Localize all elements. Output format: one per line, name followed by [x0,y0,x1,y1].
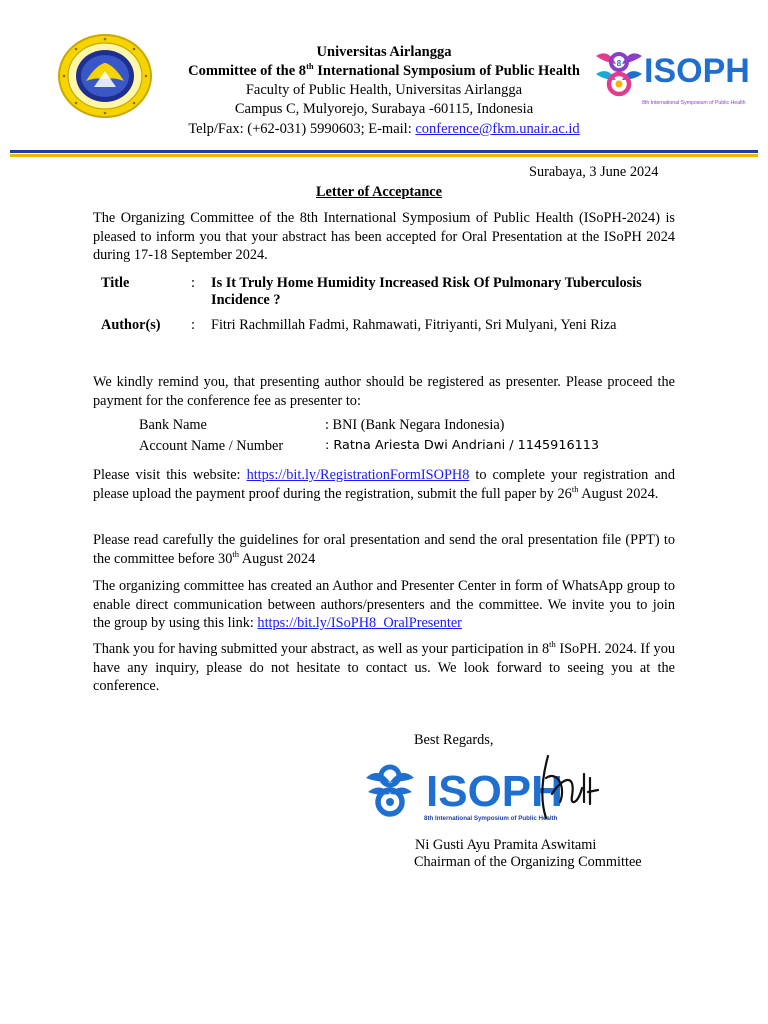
registration-paragraph: Please visit this website: https://bit.ly/RegistrationFormISOPH8 to complete your registration and please upload the payment proof during the registration, submit the full paper by 26th August 2024. [93,467,675,502]
account-value: : Ratna Ariesta Dwi Andriani / 1145916113 [325,438,600,453]
authors-value: Fitri Rachmillah Fadmi, Rahmawati, Fitriyanti, Sri Mulyani, Yeni Riza [211,317,617,333]
university-name: Universitas Airlangga [316,44,452,60]
logo-subtitle: 8th International Symposium of Public Health [642,100,746,106]
letter-date: Surabaya, 3 June 2024 [529,164,659,180]
logo-text: ISOPH [644,52,750,90]
paper-title: Is It Truly Home Humidity Increased Risk Of Pulmonary Tuberculosis Incidence ? [211,275,642,308]
guidelines-paragraph: Please read carefully the guidelines for oral presentation and send the oral presentation file (PPT) to the committee before 30th August 2024 [93,532,675,567]
svg-text:8: 8 [387,773,393,782]
signer-name: Ni Gusti Ayu Pramita Aswitami [415,837,597,853]
faculty-name: Faculty of Public Health, Universitas Airlangga [245,82,523,98]
bank-name-label: Bank Name [139,417,207,433]
bank-name-value: : BNI (Bank Negara Indonesia) [325,417,505,433]
account-label: Account Name / Number [139,438,284,454]
address-line: Campus C, Mulyorejo, Surabaya -60115, Indonesia [234,101,534,117]
isoph-signature-logo [362,748,612,834]
email-link[interactable]: conference@fkm.unair.ac.id [415,121,580,137]
isoph-logo [594,44,754,108]
signature-logo-text: ISOPH [426,767,563,816]
header-divider-yellow [10,154,758,157]
title-label: Title [101,275,130,291]
authors-label: Author(s) [101,317,161,333]
signer-role: Chairman of the Organizing Committee [414,854,642,870]
header-divider-blue [10,150,758,153]
letter-title: Letter of Acceptance [316,184,442,200]
contact-line: Telp/Fax: (+62-031) 5990603; E-mail: conference@fkm.unair.ac.id [188,121,580,137]
logo-numeral: 8 [616,59,622,68]
thanks-paragraph: Thank you for having submitted your abstract, as well as your participation in 8th ISoPH. 2024. If you have any inquiry, please do not hesitate to contact us. We look forward to seeing you at the conference. [93,639,675,694]
whatsapp-paragraph: The organizing committee has created an Author and Presenter Center in form of WhatsApp group to enable direct communication between authors/presenters and the committee. We invite you to join the group by using this link: https://bit.ly/ISoPH8_OralPresenter [93,578,675,631]
committee-name: Committee of the 8th International Symposium of Public Health [188,61,580,79]
regards-text: Best Regards, [414,732,494,748]
intro-paragraph: The Organizing Committee of the 8th International Symposium of Public Health (ISoPH-2024) is pleased to inform you that your abstract has been accepted for Oral Presentation at the ISoPH 2024 during 17-18 September 2024. [93,210,675,263]
registration-link[interactable]: https://bit.ly/RegistrationFormISOPH8 [246,467,470,483]
whatsapp-link[interactable]: https://bit.ly/ISoPH8_OralPresenter [257,615,462,631]
authors-colon: : [191,317,195,333]
signature-logo-subtitle: 8th International Symposium of Public Health [424,815,558,822]
reminder-paragraph: We kindly remind you, that presenting author should be registered as presenter. Please proceed the payment for the conference fee as presenter to: [93,374,675,409]
title-colon: : [191,275,195,291]
